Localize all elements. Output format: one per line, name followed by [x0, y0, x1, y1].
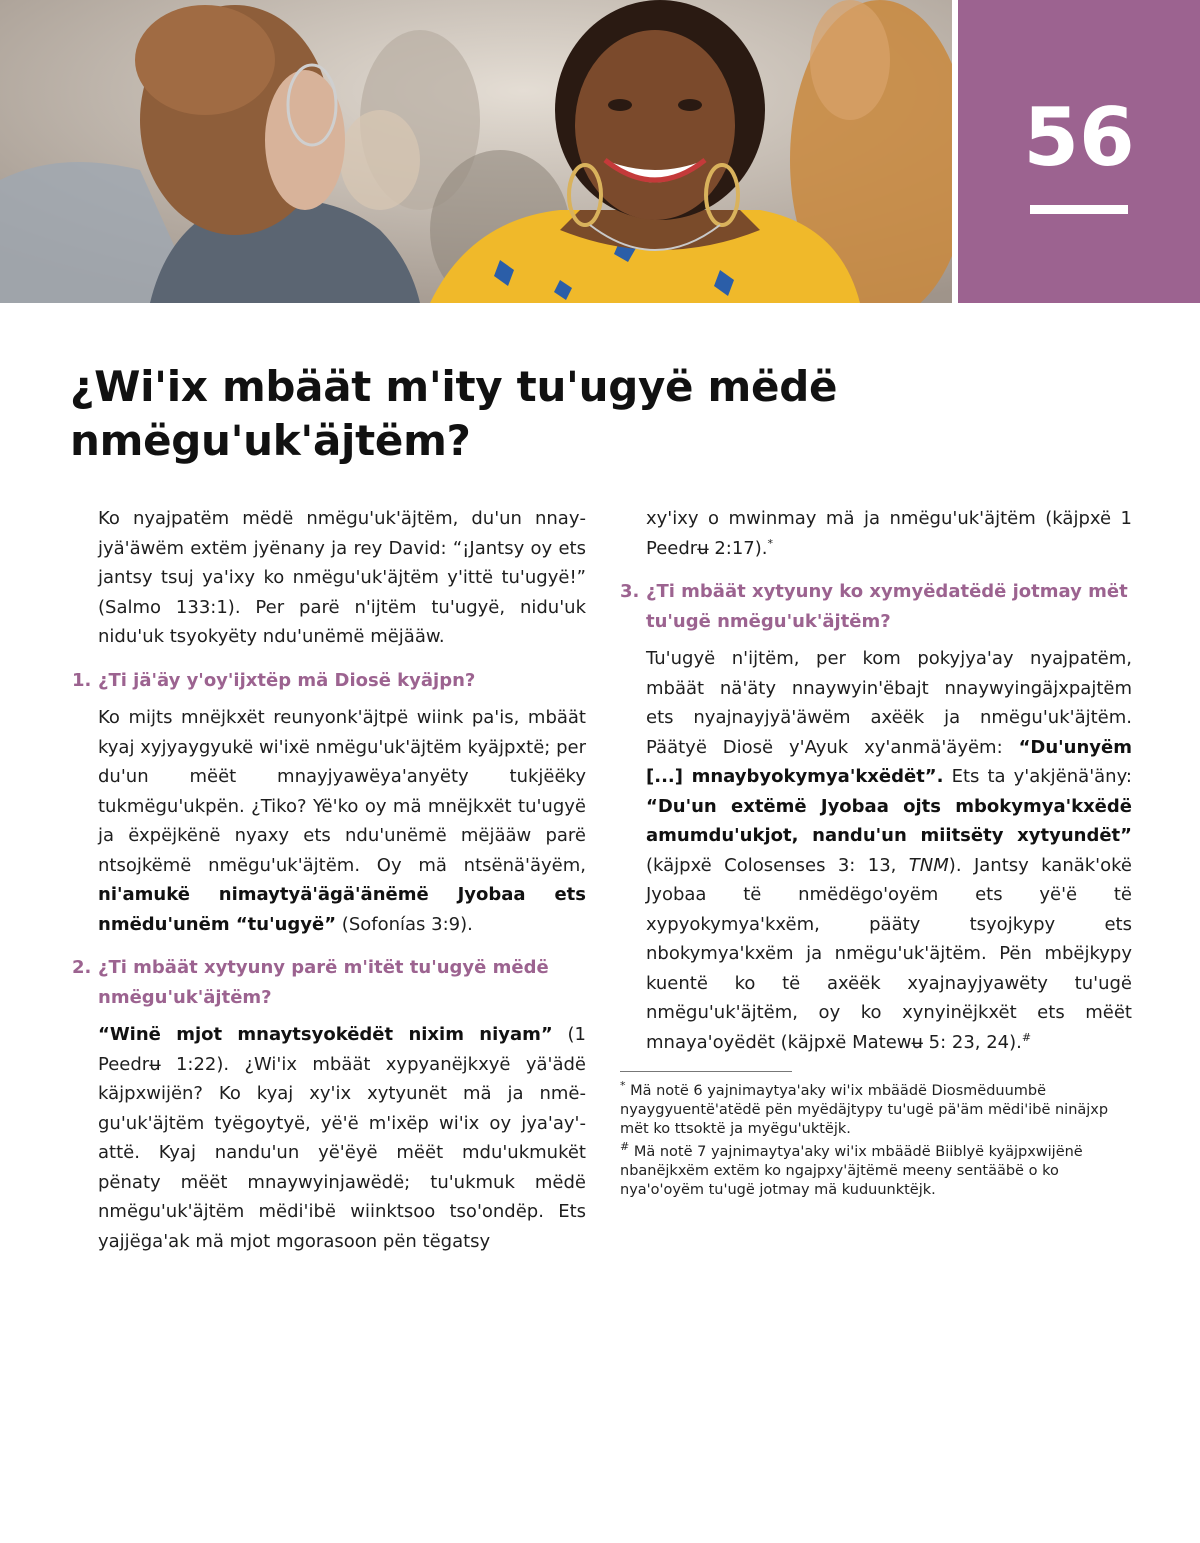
footnote-divider [620, 1071, 792, 1072]
answer-1-text: Ko mijts mnëjkxët reunyonk'äjtpë wiink pa'is, mbäät kyaj xyjyaygyukë wi'ixë nmëgu'uk'äjtëm kyäjpxtë; per du'un mëët mnayjyawëya'anyëty tukjëëky tukmëgu'ukpën. ¿Tiko? Yë'ko oy mä mnëjkxët tu'ugyë ja ëxpëjkënë nyaxy ets ndu'unëmë mëjääw parë ntsojkëmë nmëgu'uk'äjtëm. Oy mä ntsënä'äyëm, [98, 707, 586, 876]
continuation-text: xy'ixy o mwinmay mä ja nmëgu'uk'äjtëm (käjpxë 1 Peedrʉ 2:17). [646, 508, 1132, 559]
footnote-1 [620, 1079, 1132, 1139]
intro-paragraph [72, 504, 586, 652]
question-2 [72, 953, 586, 1012]
footnote-1-mark: * [620, 1079, 626, 1093]
answer-1-paragraph [72, 703, 586, 939]
footnote-marker-star: * [767, 536, 773, 550]
footnote-2-mark: # [620, 1140, 630, 1154]
question-1-text: ¿Ti jä'äy y'oy'ijxtëp mä Diosë kyäjpn? [98, 669, 476, 691]
answer-3-text-a: Tu'ugyë n'ijtëm, per kom pokyjya'ay nyajpatëm, mbäät nä'äty nnaywyin'ëbajt nnaywyingäjxpajtëm ets nyajnayjyä'äwëm axëëk ja nmëgu'uk'äjtëm. Päätyë Diosë y'Ayuk xy'anmä'äyëm: [646, 648, 1132, 758]
answer-3-bold-1: “Du'unyëm [...] mnaybyokymya'kxëdët”. [646, 736, 1132, 787]
footnote-2 [620, 1140, 1132, 1200]
question-1-number: 1. [72, 669, 92, 691]
footnote-1-text: Mä notë 6 yajnimaytya'aky wi'ix mbäädë Diosmëduumbë nyaygyuentë'atëdë pën myëdäjtypy tu'ugë pä'äm mëdi'ibë ninäjxp mët ko ttsoktë ja myëgu'uktëjk. [620, 1083, 1109, 1137]
footnote-2-text: Mä notë 7 yajnimaytya'aky wi'ix mbäädë Biiblyë kyäjpxwijënë nbanëjkxëm extëm ko ngajpxy'äjtëmë meeny sentääbë o ko nya'o'oyëm tu'ugë jotmay mä kuduunktëjk. [620, 1144, 1083, 1198]
answer-1-reference: (Sofonías 3:9). [336, 913, 473, 935]
page-title: ¿Wi'ix mbäät m'ity tu'ugyë mëdë nmëgu'uk'äjtëm? [70, 362, 838, 465]
footnote-marker-hash: # [1021, 1030, 1032, 1044]
lesson-number-box [958, 0, 1200, 303]
question-2-number: 2. [72, 957, 92, 978]
photo-illustration [0, 0, 952, 303]
answer-3-bold-2: “Du'un extëmë Jyobaa ojts mbokymya'kxëdë amumdu'ukjot, nandu'un miitsëty xytyundët” [646, 795, 1132, 846]
answer-1-bold: ni'amukë nimaytyä'ägä'änëmë Jyobaa ets nmëdu'unëm “tu'ugyë” [98, 884, 586, 935]
answer-3-text-e: (käjpxë Colosenses 3: 13, [646, 854, 909, 876]
question-3-text: ¿Ti mbäät xytyuny ko xymyëdatëdë jotmay mët tu'ugë nmëgu'uk'äjtëm? [646, 581, 1128, 632]
header-photo [0, 0, 952, 303]
question-1 [72, 666, 586, 696]
answer-2-continuation [620, 504, 1132, 563]
answer-2-bold: “Winë mjot mnaytsyokëdët nixim niyam” [98, 1024, 553, 1045]
question-3 [620, 577, 1132, 636]
lesson-number-underline [1030, 205, 1128, 214]
right-column [620, 504, 1132, 1204]
answer-3-text-c: Ets ta y'akjënä'äny: [943, 766, 1132, 787]
intro-text: Ko nyajpatëm mëdë nmëgu'uk'äjtëm, du'un nnayjyä'äwëm extëm jyënany ja rey David: “¡Jantsy oy ets jantsy tsuj ya'ixy ko nmëgu'uk'äjtëm y'ittë tu'ugyë!” (Salmo 133:1). Per parë n'ijtëm tu'ugyë, nidu'uk nidu'uk tsyokyëty ndu'unëmë mëjääw. [98, 508, 586, 647]
lesson-number: 56 [1023, 91, 1135, 184]
question-2-text: ¿Ti mbäät xytyuny parë m'itët tu'ugyë mëdë nmëgu'uk'äjtëm? [98, 957, 549, 1008]
answer-3-text-g: ). Jantsy kanäk'okë Jyobaa të nmëdëgo'oyëm ets yë'ë të xypyokymya'kxëm, pääty tsyojkypy ets nbokymya'kxëm ja nmëgu'uk'äjtëm. Pën mbëjkypy kuentë ko të axëëk xyajnayjyawëty tu'ugë nmëgu'uk'äjtëm, oy ko xynyinëjkxët ets mëët mnaya'oyëdët (käjpxë Matewʉ 5: 23, 24). [646, 854, 1132, 1053]
left-column [72, 504, 586, 1270]
answer-2-paragraph [72, 1020, 586, 1256]
answer-2-text: (1 Peedrʉ 1:22). ¿Wi'ix mbäät xypyanëjkxyë yä'ädë käjpxwijën? Ko kyaj xy'ix xytyunët mä ja nmëgu'uk'äjtëm tyëgoytyë, yë'ë m'ixëp wi'ix oy jya'ay'attë. Kyaj nandu'un yë'ëyë mëët mdu'ukmukët pënaty mëët mnaywyinjawëdë; tu'ukmuk mëdë nmëgu'uk'äjtëm mëdi'ibë wiinktsoo tso'ondëp. Ets yajjëga'ak mä mjot mgorasoon pën tëgatsy [98, 1024, 586, 1252]
question-3-number: 3. [620, 581, 640, 602]
answer-3-italic: TNM [908, 854, 949, 876]
answer-3-paragraph [620, 644, 1132, 1057]
